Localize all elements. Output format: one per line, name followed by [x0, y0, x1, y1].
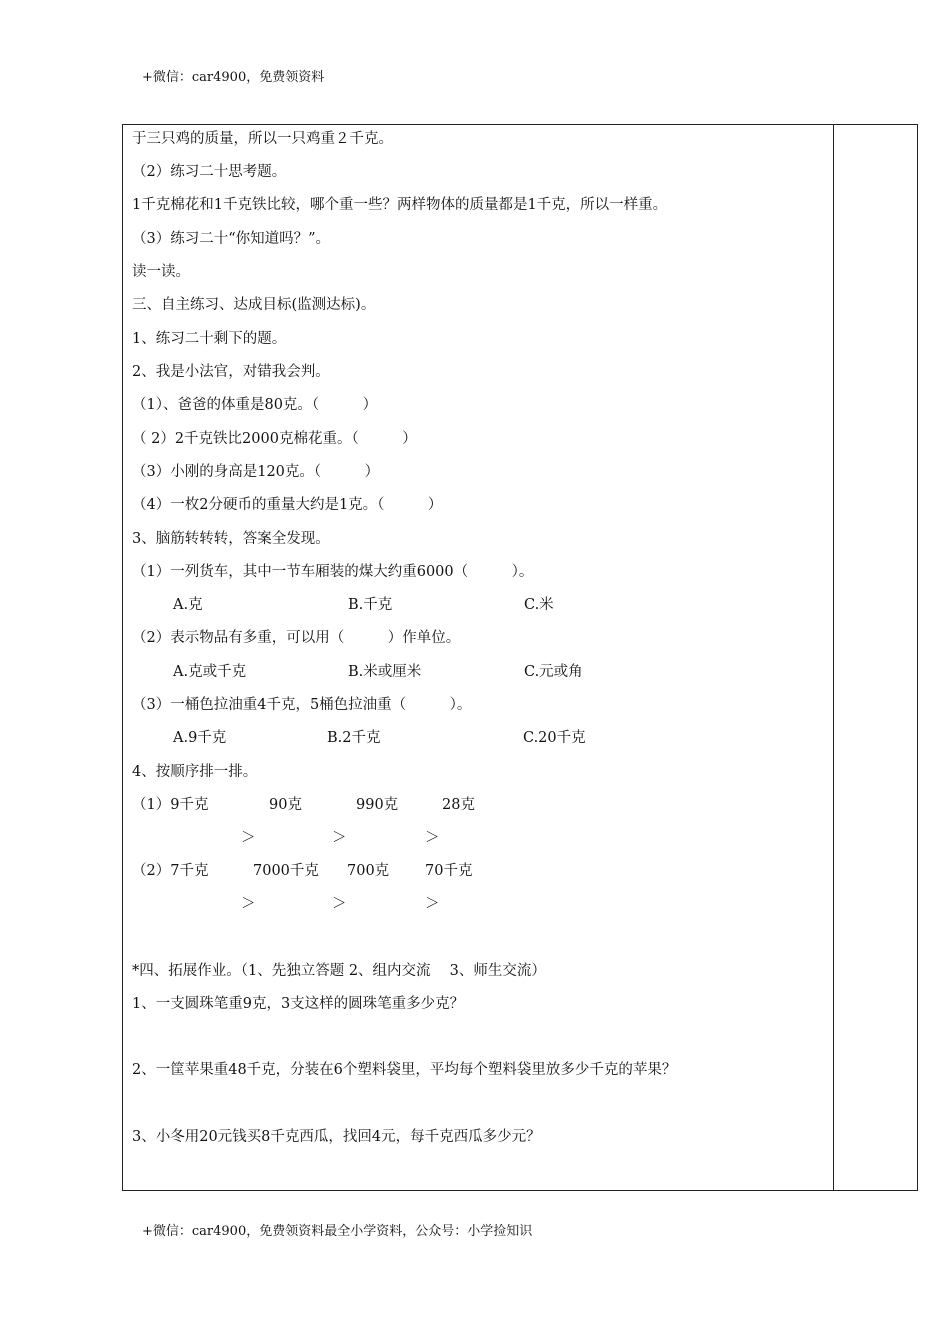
- word-problem: 2、一筐苹果重48千克，分装在6个塑料袋里，平均每个塑料袋里放多少千克的苹果？: [132, 1062, 677, 1078]
- option-c: C.20千克: [523, 730, 586, 746]
- text-line: 2、我是小法官，对错我会判。: [132, 364, 330, 380]
- text-line: 3、脑筋转转转，答案全发现。: [132, 531, 330, 547]
- word-problem: 3、小冬用20元钱买8千克西瓜，找回4元，每千克西瓜多少元？: [132, 1129, 541, 1145]
- choice-question: （2）表示物品有多重，可以用（ ）作单位。: [132, 630, 461, 646]
- worksheet-table: [122, 124, 918, 1191]
- order-item: 990克: [356, 797, 399, 813]
- order-item: 700克: [347, 863, 390, 879]
- text-line: 读一读。: [132, 264, 190, 280]
- judge-item: （3）小刚的身高是120克。（ ）: [132, 464, 380, 480]
- greater-than-sign: ＞: [241, 896, 256, 912]
- option-a: A.克: [173, 597, 203, 613]
- order-item: 28克: [442, 797, 475, 813]
- greater-than-sign: ＞: [425, 896, 440, 912]
- section-heading: 三、自主练习、达成目标(监测达标)。: [132, 297, 376, 313]
- text-line: 4、按顺序排一排。: [132, 764, 258, 780]
- text-line: 于三只鸡的质量，所以一只鸡重２千克。: [132, 131, 393, 147]
- choice-question: （1）一列货车，其中一节车厢装的煤大约重6000（ ）。: [132, 564, 534, 580]
- text-line: （3）练习二十“你知道吗？”。: [132, 231, 331, 247]
- order-item: 70千克: [425, 863, 473, 879]
- option-a: A.9千克: [173, 730, 227, 746]
- judge-item: （4）一枚2分硬币的重量大约是1克。（ ）: [132, 497, 443, 513]
- page-footer: +微信：car4900，免费领资料最全小学资料，公众号：小学捡知识: [142, 1224, 533, 1239]
- order-label: （2）7千克: [132, 863, 209, 879]
- option-b: B.2千克: [327, 730, 381, 746]
- text-line: 1千克棉花和1千克铁比较，哪个重一些？两样物体的质量都是1千克，所以一样重。: [132, 197, 668, 213]
- option-c: C.元或角: [524, 664, 583, 680]
- option-a: A.克或千克: [173, 664, 247, 680]
- choice-question: （3）一桶色拉油重4千克，5桶色拉油重（ ）。: [132, 697, 472, 713]
- greater-than-sign: ＞: [332, 896, 347, 912]
- order-label: （1）9千克: [132, 797, 209, 813]
- greater-than-sign: ＞: [425, 830, 440, 846]
- text-line: 1、练习二十剩下的题。: [132, 331, 287, 347]
- option-b: B.千克: [348, 597, 393, 613]
- judge-item: （ 2）2千克铁比2000克棉花重。（ ）: [132, 431, 417, 447]
- option-b: B.米或厘米: [348, 664, 422, 680]
- column-divider: [833, 125, 834, 1190]
- word-problem: 1、一支圆珠笔重9克，3支这样的圆珠笔重多少克？: [132, 996, 465, 1012]
- text-line: （2）练习二十思考题。: [132, 164, 287, 180]
- page-header: +微信：car4900，免费领资料: [142, 70, 325, 85]
- order-item: 7000千克: [253, 863, 319, 879]
- judge-item: （1）、爸爸的体重是80克。（ ）: [132, 397, 378, 413]
- section-heading: *四、拓展作业。（1、先独立答题 2、组内交流 3、师生交流）: [132, 963, 546, 979]
- greater-than-sign: ＞: [241, 830, 256, 846]
- option-c: C.米: [524, 597, 554, 613]
- greater-than-sign: ＞: [332, 830, 347, 846]
- order-item: 90克: [269, 797, 302, 813]
